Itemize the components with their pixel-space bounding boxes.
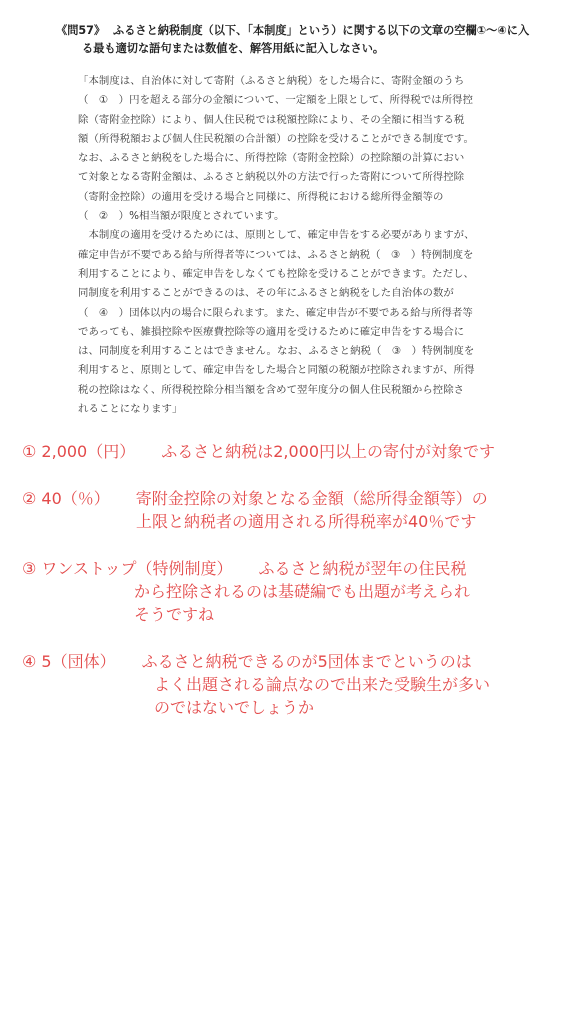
- passage-line: （ ① ）円を超える部分の金額について、一定額を上限として、所得税では所得控: [78, 94, 474, 107]
- answer-3-text-3: そうですね: [134, 605, 215, 624]
- answer-2: [22, 487, 488, 533]
- passage-line: 「本制度は、自治体に対して寄附（ふるさと納税）をした場合に、寄附金額のうち: [78, 75, 465, 87]
- passage-line: は、同制度を利用することはできません。なお、ふるさと納税（ ③ ）特例制度を: [78, 345, 475, 358]
- answer-4-text-1: ふるさと納税できるのが5団体までというのは: [141, 652, 472, 671]
- question-text-line-1: ふるさと納税制度（以下、「本制度」という）に関する以下の文章の空欄①〜④に入: [113, 24, 530, 37]
- passage-line: であっても、雑損控除や医療費控除等の適用を受けるために確定申告をする場合に: [78, 325, 465, 338]
- passage-line: 本制度の適用を受けるためには、原則として、確定申告をする必要がありますが、: [78, 229, 475, 242]
- passage-line: （寄附金控除）の適用を受ける場合と同様に、所得税における総所得金額等の: [78, 190, 444, 203]
- answer-4-text-3: のではないでしょうか: [154, 698, 315, 717]
- passage-line: 確定申告が不要である給与所得者等については、ふるさと納税（ ③ ）特例制度を: [78, 248, 474, 261]
- answer-1-text: ふるさと納税は2,000円以上の寄付が対象です: [161, 442, 496, 461]
- passage-line: 税の控除はなく、所得税控除分相当額を含めて翌年度分の個人住民税額から控除さ: [78, 383, 465, 396]
- answer-1-label: ① 2,000（円）: [22, 442, 136, 461]
- question-line-1: [56, 22, 530, 40]
- passage-line: 同制度を利用することができるのは、その年にふるさと納税をした自治体の数が: [78, 287, 454, 300]
- passage-line: （ ④ ）団体以内の場合に限られます。また、確定申告が不要である給与所得者等: [78, 306, 473, 319]
- answer-2-text-1: 寄附金控除の対象となる金額（総所得金額等）の: [135, 489, 488, 508]
- answer-4: [22, 650, 490, 719]
- passage-line: 額（所得税額および個人住民税額の合計額）の控除を受けることができる制度です。: [78, 132, 474, 145]
- passage-line: れることになります」: [78, 403, 183, 416]
- answer-3: [22, 557, 470, 626]
- answer-3-text-2: から控除されるのは基礎編でも出題が考えられ: [134, 582, 471, 601]
- answer-2-text-2: 上限と納税者の適用される所得税率が40％です: [136, 512, 477, 531]
- passage-line: 除（寄附金控除）により、個人住民税では税額控除により、その全額に相当する税: [78, 113, 465, 126]
- passage-line: （ ② ）%相当額が限度とされています。: [78, 210, 285, 223]
- answer-1: [22, 440, 495, 463]
- question-text-line-2: る最も適切な語句または数値を、解答用紙に記入しなさい。: [82, 42, 385, 55]
- passage-line: なお、ふるさと納税をした場合に、所得控除（寄附金控除）の控除額の計算におい: [78, 152, 465, 165]
- passage-line: て対象となる寄附金額は、ふるさと納税以外の方法で行った寄附について所得控除: [78, 171, 465, 184]
- passage-block: [78, 72, 514, 419]
- passage-line: 利用すると、原則として、確定申告をした場合と同額の税額が控除されますが、所得: [78, 364, 475, 377]
- answer-4-text-2: よく出題される論点なので出来た受験生が多い: [154, 675, 491, 694]
- answer-3-label: ③ ワンストップ（特例制度）: [22, 559, 233, 578]
- question-header: [56, 22, 530, 58]
- answer-3-text-1: ふるさと納税が翌年の住民税: [258, 559, 467, 578]
- passage-line: 利用することにより、確定申告をしなくても控除を受けることができます。ただし、: [78, 267, 474, 280]
- answer-2-label: ② 40（％）: [22, 489, 110, 508]
- question-number: 《問57》: [56, 24, 106, 37]
- answer-4-label: ④ 5（団体）: [22, 652, 116, 671]
